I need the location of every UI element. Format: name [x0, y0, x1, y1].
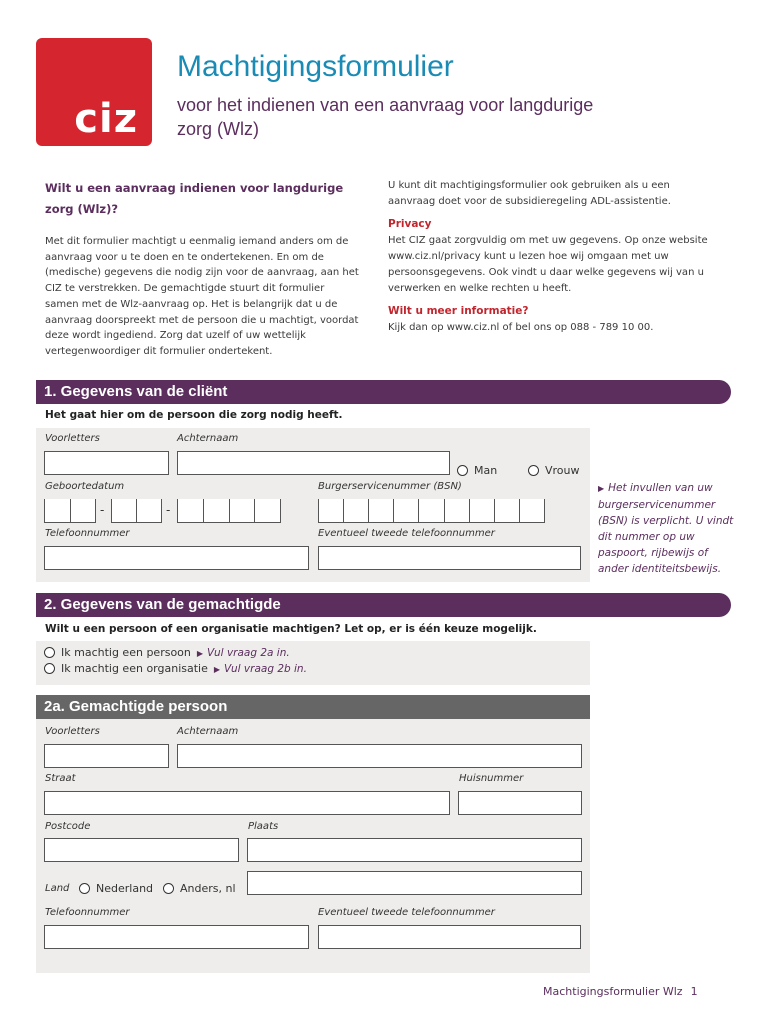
radio-nederland[interactable]: [79, 883, 90, 894]
2a-telefoon-input[interactable]: [44, 925, 309, 949]
side-note-text: Het invullen van uw burgerservicenummer (BSN) is verplicht. U vindt dit nummer op uw paspoort, rijbewijs of ander identiteitsbewijs.: [598, 482, 734, 575]
huisnummer-input[interactable]: [458, 791, 582, 815]
page-title: Machtigingsformulier: [177, 50, 454, 83]
privacy-body: Het CIZ gaat zorgvuldig om met uw gegevens. Op onze website www.ciz.nl/privacy kunt u lezen hoe wij omgaan met uw persoonsgegevens. Ook vindt u daar welke gegevens wij van u verwerken en welke rechten u heeft.: [388, 235, 708, 294]
straat-input[interactable]: [44, 791, 450, 815]
triangle-icon: ▶: [598, 484, 605, 493]
section2a-header: 2a. Gemachtigde persoon: [36, 695, 590, 719]
gender-vrouw-option[interactable]: [528, 464, 580, 477]
label-land: Land: [45, 883, 70, 894]
radio-anders[interactable]: [163, 883, 174, 894]
label-achternaam: Achternaam: [177, 433, 239, 444]
label-vrouw: Vrouw: [545, 464, 580, 477]
intro-right-column: [388, 178, 718, 336]
radio-man[interactable]: [457, 465, 468, 476]
land-nederland-option[interactable]: [79, 882, 153, 895]
label-nederland: Nederland: [96, 882, 154, 895]
section2-instruction: Wilt u een persoon of een organisatie machtigen? Let op, er is één keuze mogelijk.: [45, 623, 537, 635]
option-organisation[interactable]: [44, 662, 307, 675]
plaats-input[interactable]: [247, 838, 582, 862]
radio-organisation[interactable]: [44, 663, 55, 674]
hint-organisation: Vul vraag 2b in.: [224, 662, 307, 675]
label-postcode: Postcode: [45, 821, 91, 832]
birth-day-input[interactable]: [44, 499, 96, 523]
label-anders: Anders, nl: [180, 882, 236, 895]
page-number: 1: [690, 985, 698, 998]
triangle-icon: ▶: [213, 664, 221, 674]
label-voorletters: Voorletters: [45, 433, 100, 444]
label-straat: Straat: [45, 773, 76, 784]
label-2a-achternaam: Achternaam: [177, 726, 239, 737]
achternaam-input[interactable]: [177, 451, 450, 475]
privacy-heading: Privacy: [388, 218, 432, 231]
birth-year-input[interactable]: [177, 499, 281, 523]
triangle-icon: ▶: [196, 648, 204, 658]
voorletters-input[interactable]: [44, 451, 169, 475]
adl-text: U kunt dit machtigingsformulier ook gebruiken als u een aanvraag doet voor de subsidieregeling ADL-assistentie.: [388, 180, 671, 207]
radio-person[interactable]: [44, 647, 55, 658]
page-footer: [543, 985, 698, 998]
hint-person: Vul vraag 2a in.: [207, 646, 290, 659]
footer-label: Machtigingsformulier Wlz: [543, 985, 683, 998]
birth-month-input[interactable]: [111, 499, 162, 523]
bsn-side-note: [598, 480, 738, 577]
label-option-person: Ik machtig een persoon: [61, 646, 191, 659]
logo-text: ciz: [74, 96, 138, 142]
section1-instruction: Het gaat hier om de persoon die zorg nodig heeft.: [45, 409, 343, 421]
2a-achternaam-input[interactable]: [177, 744, 582, 768]
label-geboortedatum: Geboortedatum: [45, 481, 125, 492]
land-anders-input[interactable]: [247, 871, 582, 895]
intro-body: Met dit formulier machtigt u eenmalig iemand anders om de aanvraag voor u te doen en te ondertekenen. En om de (medische) gegevens die nodig zijn voor de aanvraag, aan het CIZ te verstrekken. De gemachtigde stuurt dit formulier samen met de Wlz-aanvraag op. Het is belangrijk dat u de aanvraag doorspreekt met de persoon die u machtigt, voordat deze wordt ingediend. Zorg dat uzelf of uw wettelijk vertegenwoordiger dit formulier ondertekent.: [45, 236, 359, 357]
radio-vrouw[interactable]: [528, 465, 539, 476]
label-2a-telefoon: Telefoonnummer: [45, 907, 130, 918]
bsn-input[interactable]: [318, 499, 545, 523]
intro-question: Wilt u een aanvraag indienen voor langdurige zorg (Wlz)?: [45, 181, 344, 216]
date-separator: -: [166, 503, 171, 517]
2a-telefoon2-input[interactable]: [318, 925, 581, 949]
gender-man-option[interactable]: [457, 464, 497, 477]
info-heading: Wilt u meer informatie?: [388, 305, 529, 318]
section1-header: 1. Gegevens van de cliënt: [36, 380, 731, 404]
option-person[interactable]: [44, 646, 290, 659]
label-bsn: Burgerservicenummer (BSN): [318, 481, 462, 492]
label-huisnummer: Huisnummer: [459, 773, 524, 784]
date-separator: -: [100, 503, 105, 517]
section2-header: 2. Gegevens van de gemachtigde: [36, 593, 731, 617]
land-anders-option[interactable]: [163, 882, 236, 895]
label-telefoon2: Eventueel tweede telefoonnummer: [318, 528, 495, 539]
label-2a-voorletters: Voorletters: [45, 726, 100, 737]
postcode-input[interactable]: [44, 838, 239, 862]
info-body: Kijk dan op www.ciz.nl of bel ons op 088 - 789 10 00.: [388, 322, 654, 334]
label-option-organisation: Ik machtig een organisatie: [61, 662, 208, 675]
page-subtitle: voor het indienen van een aanvraag voor langdurige zorg (Wlz): [177, 95, 594, 139]
telefoon2-input[interactable]: [318, 546, 581, 570]
label-plaats: Plaats: [248, 821, 279, 832]
label-man: Man: [474, 464, 498, 477]
2a-voorletters-input[interactable]: [44, 744, 169, 768]
label-2a-telefoon2: Eventueel tweede telefoonnummer: [318, 907, 495, 918]
label-telefoon: Telefoonnummer: [45, 528, 130, 539]
ciz-logo: [36, 38, 152, 146]
telefoon-input[interactable]: [44, 546, 309, 570]
